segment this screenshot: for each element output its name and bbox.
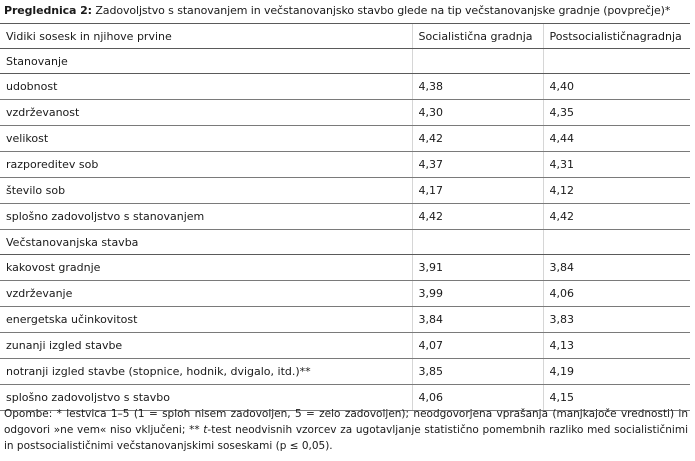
row-label: vzdrževanje: [0, 281, 412, 307]
table-caption: [4, 4, 670, 17]
postsocialist-value: 4,35: [543, 100, 690, 126]
header-postsocialist: Postsocialističnagradnja: [543, 24, 690, 49]
socialist-value: 4,42: [412, 126, 543, 152]
table-row: [0, 204, 690, 230]
postsocialist-value: 4,06: [543, 281, 690, 307]
postsocialist-value: 4,15: [543, 385, 690, 411]
socialist-value: 4,07: [412, 333, 543, 359]
table-row: [0, 281, 690, 307]
socialist-value: 4,38: [412, 74, 543, 100]
row-label: kakovost gradnje: [0, 255, 412, 281]
table-row: [0, 100, 690, 126]
postsocialist-value: 4,12: [543, 178, 690, 204]
caption-text: Zadovoljstvo s stanovanjem in večstanovanjsko stavbo glede na tip večstanovanjske gradnje (povprečje)*: [91, 4, 671, 17]
row-label: udobnost: [0, 74, 412, 100]
socialist-value: 4,42: [412, 204, 543, 230]
postsocialist-value: 4,13: [543, 333, 690, 359]
header-row: [0, 24, 690, 49]
table-row: [0, 307, 690, 333]
postsocialist-value: 4,44: [543, 126, 690, 152]
section-title: Večstanovanjska stavba: [0, 230, 412, 255]
socialist-value: 4,30: [412, 100, 543, 126]
postsocialist-value: 4,31: [543, 152, 690, 178]
row-label: splošno zadovoljstvo s stanovanjem: [0, 204, 412, 230]
header-socialist: Socialistična gradnja: [412, 24, 543, 49]
table-row: [0, 333, 690, 359]
socialist-value: 3,99: [412, 281, 543, 307]
socialist-value: 3,85: [412, 359, 543, 385]
row-label: razporeditev sob: [0, 152, 412, 178]
table-row: [0, 255, 690, 281]
section-row: [0, 230, 690, 255]
satisfaction-table: [0, 23, 690, 411]
table-row: [0, 359, 690, 385]
postsocialist-value: 3,83: [543, 307, 690, 333]
table-row: [0, 152, 690, 178]
postsocialist-value: 4,40: [543, 74, 690, 100]
header-aspects: Vidiki sosesk in njihove prvine: [0, 24, 412, 49]
socialist-value: 4,37: [412, 152, 543, 178]
row-label: vzdrževanost: [0, 100, 412, 126]
footnote-text-2: -test neodvisnih vzorcev za ugotavljanje statistično pomembnih razliko med socialističnimi in postsocialističnimi večstanovanjskimi soseskami (p ≤ 0,05).: [4, 424, 688, 452]
section-row: [0, 49, 690, 74]
postsocialist-value: 4,19: [543, 359, 690, 385]
socialist-value: 3,91: [412, 255, 543, 281]
socialist-value: 3,84: [412, 307, 543, 333]
postsocialist-value: 4,42: [543, 204, 690, 230]
row-label: notranji izgled stavbe (stopnice, hodnik, dvigalo, itd.)**: [0, 359, 412, 385]
section-title: Stanovanje: [0, 49, 412, 74]
socialist-value: 4,06: [412, 385, 543, 411]
table-row: [0, 126, 690, 152]
socialist-value: 4,17: [412, 178, 543, 204]
footnote-italic-t: t: [203, 424, 208, 436]
table-row: [0, 74, 690, 100]
table-footnote: [4, 406, 688, 454]
row-label: zunanji izgled stavbe: [0, 333, 412, 359]
row-label: velikost: [0, 126, 412, 152]
row-label: energetska učinkovitost: [0, 307, 412, 333]
row-label: splošno zadovoljstvo s stavbo: [0, 385, 412, 411]
caption-label: Preglednica 2:: [4, 4, 92, 17]
table-row: [0, 178, 690, 204]
postsocialist-value: 3,84: [543, 255, 690, 281]
row-label: število sob: [0, 178, 412, 204]
footnote-text-1: Opombe: * lestvica 1–5 (1 = sploh nisem zadovoljen, 5 = zelo zadovoljen); neodgovorjena vprašanja (manjkajoče vrednosti) in odgovori »ne vem« niso vključeni; **: [4, 408, 688, 436]
